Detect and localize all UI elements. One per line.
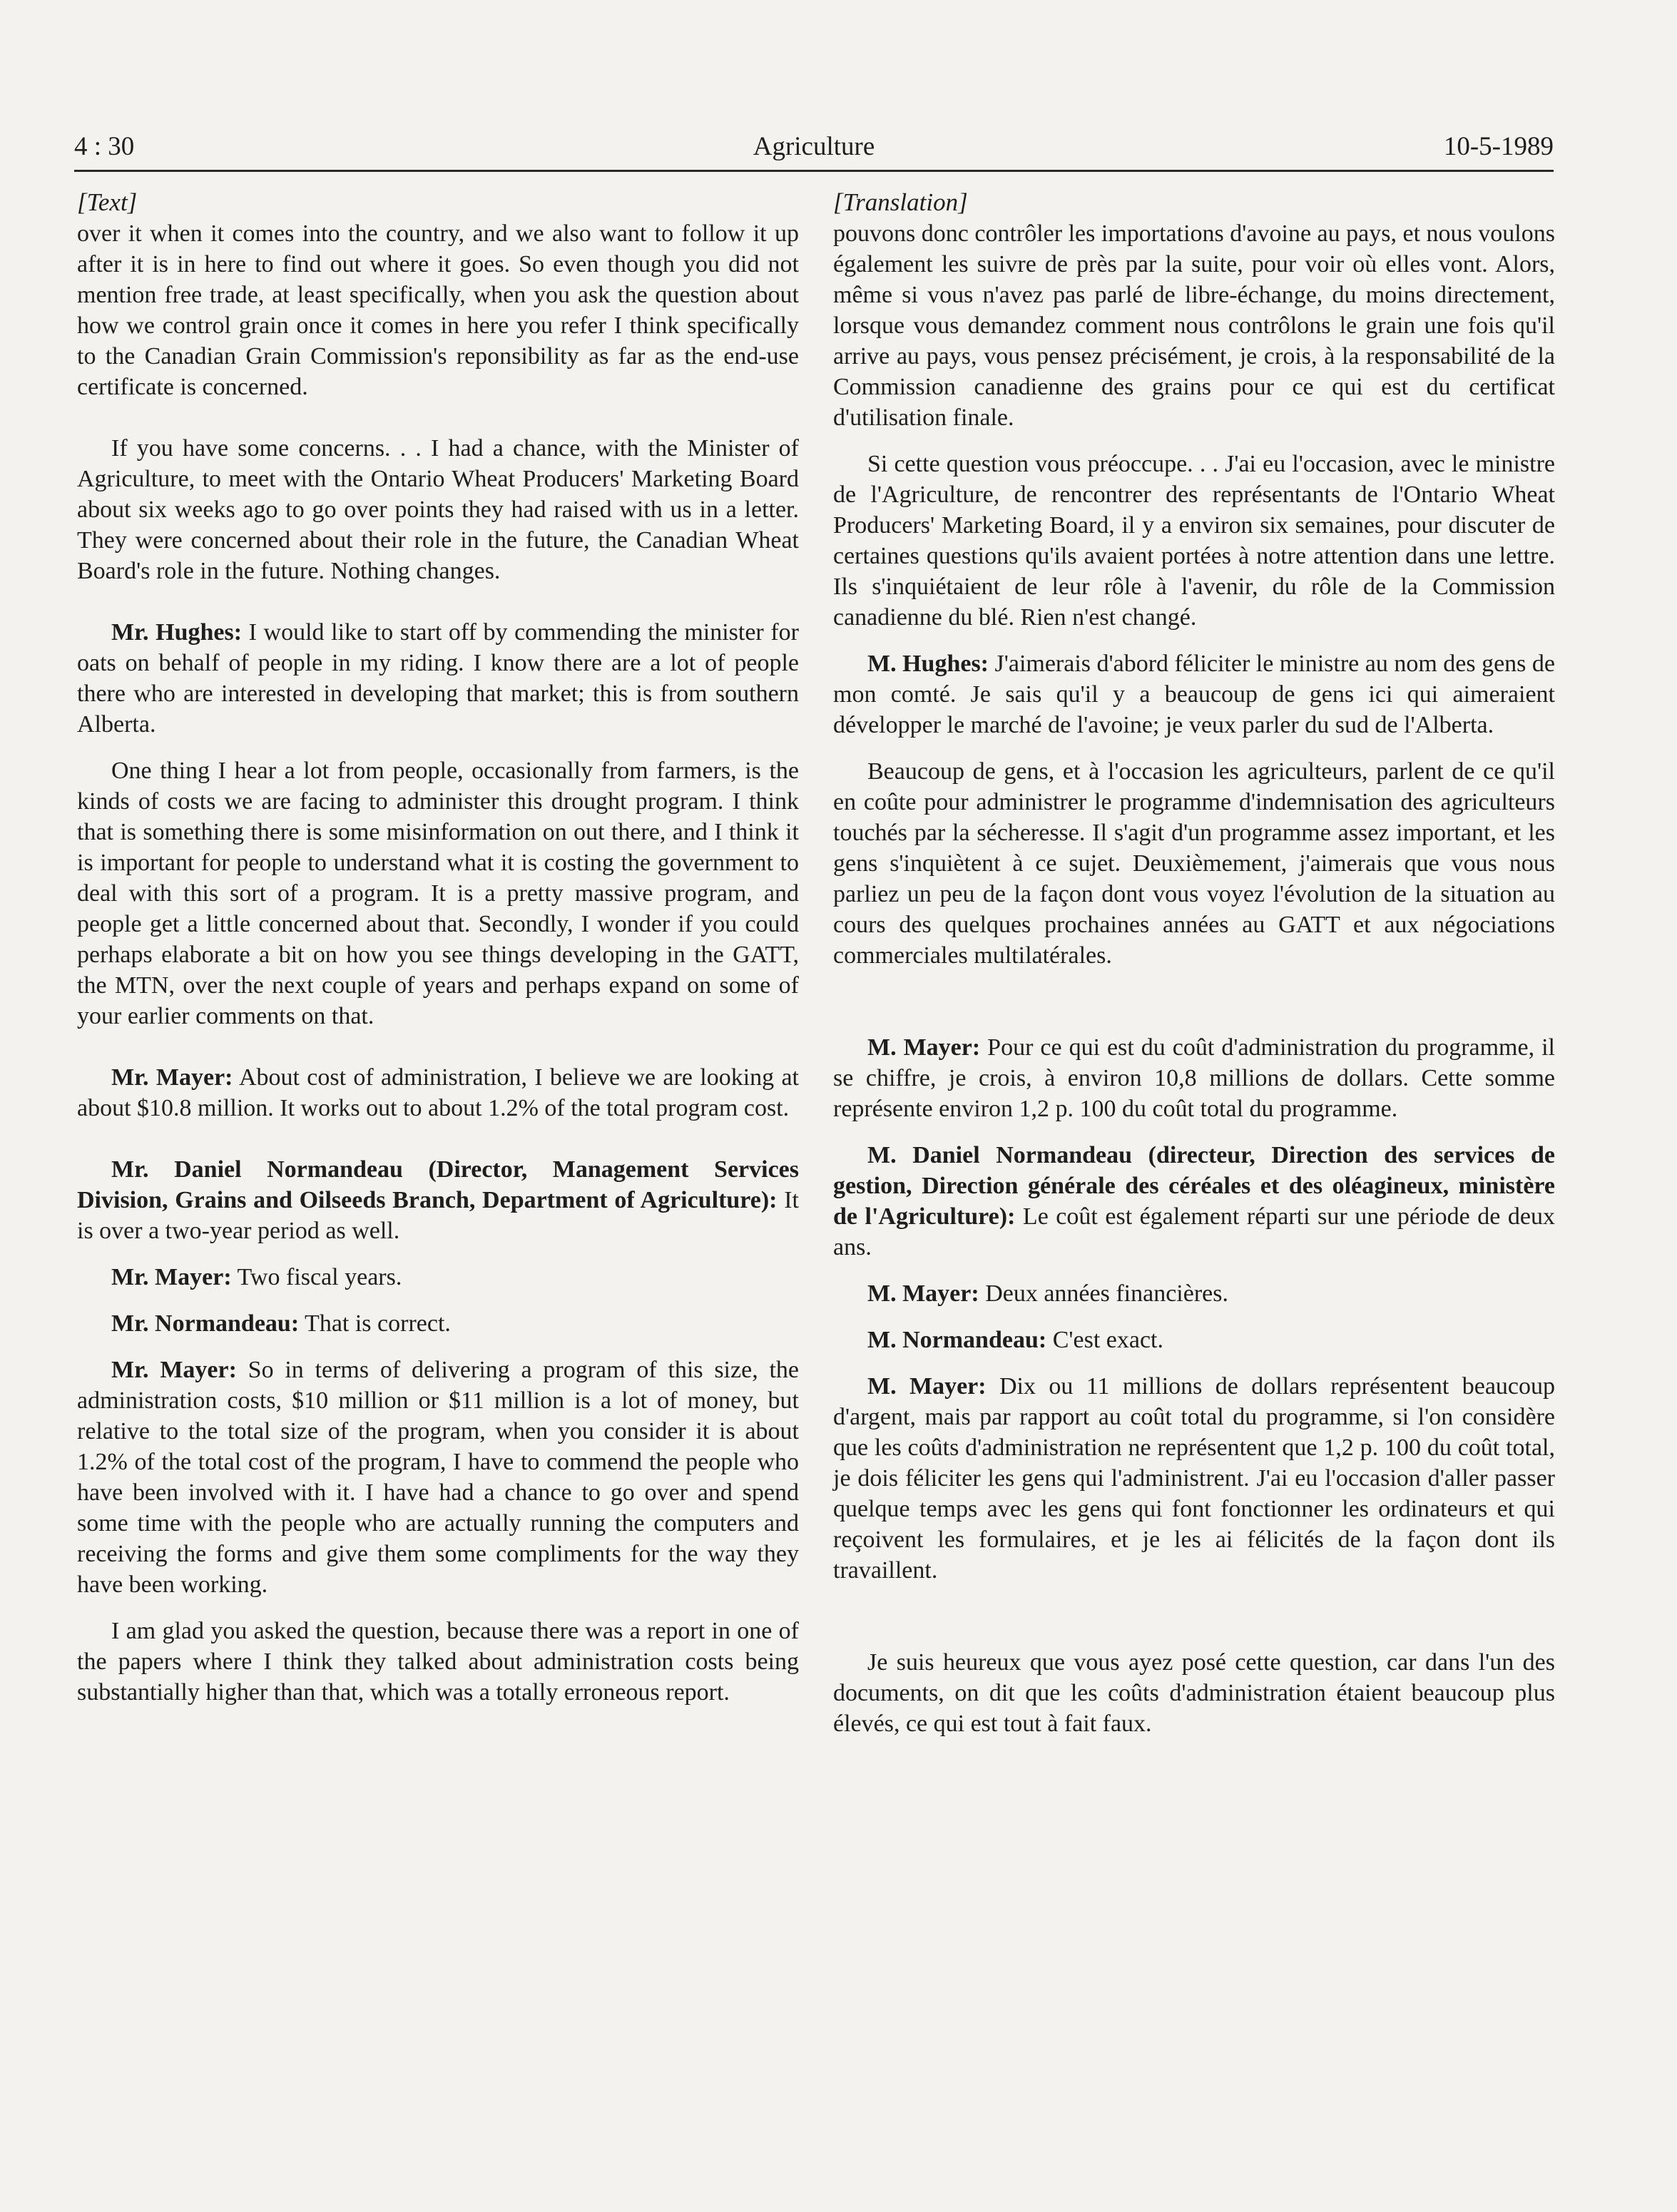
text-tag: [Text] (77, 188, 138, 216)
paragraph: M. Hughes: J'aimerais d'abord féliciter le ministre au nom des gens de mon comté. Je sais qu'il y a beaucoup de gens ici qui aimeraient développer le marché de l'avoine; je veux parler du sud de l'Alberta. (833, 651, 1556, 738)
paragraph: Beaucoup de gens, et à l'occasion les agriculteurs, parlent de ce qu'il en coûte pour administrer le programme d'indemnisation des agriculteurs touchés par la sécheresse. Il s'agit d'un programme assez important, et les gens s'inquiètent à ce sujet. Deuxièmement, j'aimerais que vous nous parliez un peu de la façon dont vous voyez l'évolution de la situation au cours des quelques prochaines années au GATT et aux négociations commerciales multilatérales. (833, 758, 1555, 969)
paragraph: M. Normandeau: C'est exact. (867, 1327, 1163, 1353)
speaker: Mr. Hughes: (111, 619, 243, 646)
speaker: M. Mayer: (867, 1034, 981, 1061)
english-column (77, 187, 799, 1708)
translation-tag: [Translation] (833, 188, 968, 216)
page-title: Agriculture (753, 132, 875, 161)
paragraph: One thing I hear a lot from people, occasionally from farmers, is the kinds of costs we are facing to administer this drought program. I think that is something there is some misinformation on out there, and I think it is important for people to understand what it is costing the government to deal with this sort of a program. It is a pretty massive program, and people get a little concerned about that. Secondly, I wonder if you could perhaps elaborate a bit on how you see things developing in the GATT, the MTN, over the next couple of years and perhaps expand on some of your earlier comments on that. (77, 758, 799, 1029)
paragraph: M. Mayer: Dix ou 11 millions de dollars représentent beaucoup d'argent, mais par rapport au coût total du programme, si l'on considère que les coûts d'administration ne représentent que 1,2 p. 100 du coût total, je dois féliciter les gens qui l'administrent. J'ai eu l'occasion d'aller passer quelque temps avec les gens qui font fonctionner les ordinateurs et qui reçoivent les formulaires, et je les ai félicités de la façon dont ils travaillent. (833, 1373, 1556, 1584)
speaker: Mr. Normandeau: (111, 1310, 300, 1337)
paragraph: over it when it comes into the country, and we also want to follow it up after it is in here to find out where it goes. So even though you did not mention free trade, at least specifically, when you ask the question about how we control grain once it comes in here you refer I think specifically to the Canadian Grain Commission's reponsibility as far as the end-use certificate is concerned. (77, 220, 799, 400)
page-date: 10-5-1989 (1443, 132, 1554, 161)
paragraph: M. Mayer: Deux années financières. (867, 1280, 1228, 1307)
page-header (74, 131, 1554, 172)
paragraph: Si cette question vous préoccupe. . . J'ai eu l'occasion, avec le ministre de l'Agriculture, de rencontrer des représentants de l'Ontario Wheat Producers' Marketing Board, il y a environ six semaines, pour discuter de certaines questions qu'ils avaient portées à notre attention dans une lettre. Ils s'inquiétaient de leur rôle à l'avenir, du rôle de la Commission canadienne du blé. Rien n'est changé. (833, 451, 1555, 631)
speaker: M. Mayer: (867, 1373, 987, 1400)
speaker: Mr. Daniel Normandeau (Director, Management Services Division, Grains and Oilseeds Branch, Department of Agriculture): (77, 1156, 799, 1213)
paragraph: M. Daniel Normandeau (directeur, Direction des services de gestion, Direction générale des céréales et des oléagineux, ministère de l'Agriculture): Le coût est également réparti sur une période de deux ans. (833, 1142, 1555, 1260)
paragraph: Je suis heureux que vous ayez posé cette question, car dans l'un des documents, on dit que les coûts d'administration étaient beaucoup plus élevés, ce qui est tout à fait faux. (833, 1649, 1555, 1737)
speaker: M. Mayer: (867, 1280, 979, 1307)
speaker: M. Hughes: (867, 651, 989, 677)
speaker: M. Daniel Normandeau (directeur, Direction des services de gestion, Direction générale des céréales et des oléagineux, ministère de l'Agriculture): (833, 1142, 1555, 1230)
paragraph: Mr. Normandeau: That is correct. (111, 1310, 451, 1337)
speaker: Mr. Mayer: (111, 1357, 237, 1383)
paragraph: Mr. Mayer: About cost of administration, I believe we are looking at about $10.8 million. It works out to about 1.2% of the total program cost. (77, 1064, 800, 1121)
speaker: Mr. Mayer: (111, 1064, 233, 1091)
speaker: Mr. Mayer: (111, 1264, 232, 1290)
paragraph: If you have some concerns. . . I had a chance, with the Minister of Agriculture, to meet with the Ontario Wheat Producers' Marketing Board about six weeks ago to go over points they had raised with us in a letter. They were concerned about their role in the future, the Canadian Wheat Board's role in the future. Nothing changes. (77, 435, 799, 584)
paragraph: Mr. Mayer: So in terms of delivering a program of this size, the administration costs, $10 million or $11 million is a lot of money, but relative to the total size of the program, when you consider it is about 1.2% of the total cost of the program, I have to commend the people who have been involved with it. I have had a chance to go over and spend some time with the people who are actually running the computers and receiving the forms and give them some compliments for the way they have been working. (77, 1357, 799, 1598)
french-column (833, 187, 1555, 1739)
page-number: 4 : 30 (74, 132, 135, 161)
paragraph: Mr. Hughes: I would like to start off by commending the minister for oats on behalf of people in my riding. I know there are a lot of people there who are interested in developing that market; this is from southern Alberta. (77, 619, 799, 738)
paragraph: pouvons donc contrôler les importations d'avoine au pays, et nous voulons également les suivre de près par la suite, pour voir où elles vont. Alors, même si vous n'avez pas parlé de libre-échange, du moins directement, lorsque vous demandez comment nous contrôlons le grain une fois qu'il arrive au pays, vous pensez précisément, je crois, à la responsabilité de la Commission canadienne des grains pour ce qui est du certificat d'utilisation finale. (833, 220, 1555, 431)
paragraph: Mr. Mayer: Two fiscal years. (111, 1264, 402, 1290)
paragraph: Mr. Daniel Normandeau (Director, Management Services Division, Grains and Oilseeds Branch, Department of Agriculture): It is over a two-year period as well. (77, 1156, 799, 1244)
paragraph: M. Mayer: Pour ce qui est du coût d'administration du programme, il se chiffre, je crois, à environ 10,8 millions de dollars. Cette somme représente environ 1,2 p. 100 du coût total du programme. (833, 1034, 1555, 1122)
paragraph: I am glad you asked the question, because there was a report in one of the papers where I think they talked about administration costs being substantially higher than that, which was a totally erroneous report. (77, 1618, 799, 1706)
speaker: M. Normandeau: (867, 1327, 1047, 1353)
